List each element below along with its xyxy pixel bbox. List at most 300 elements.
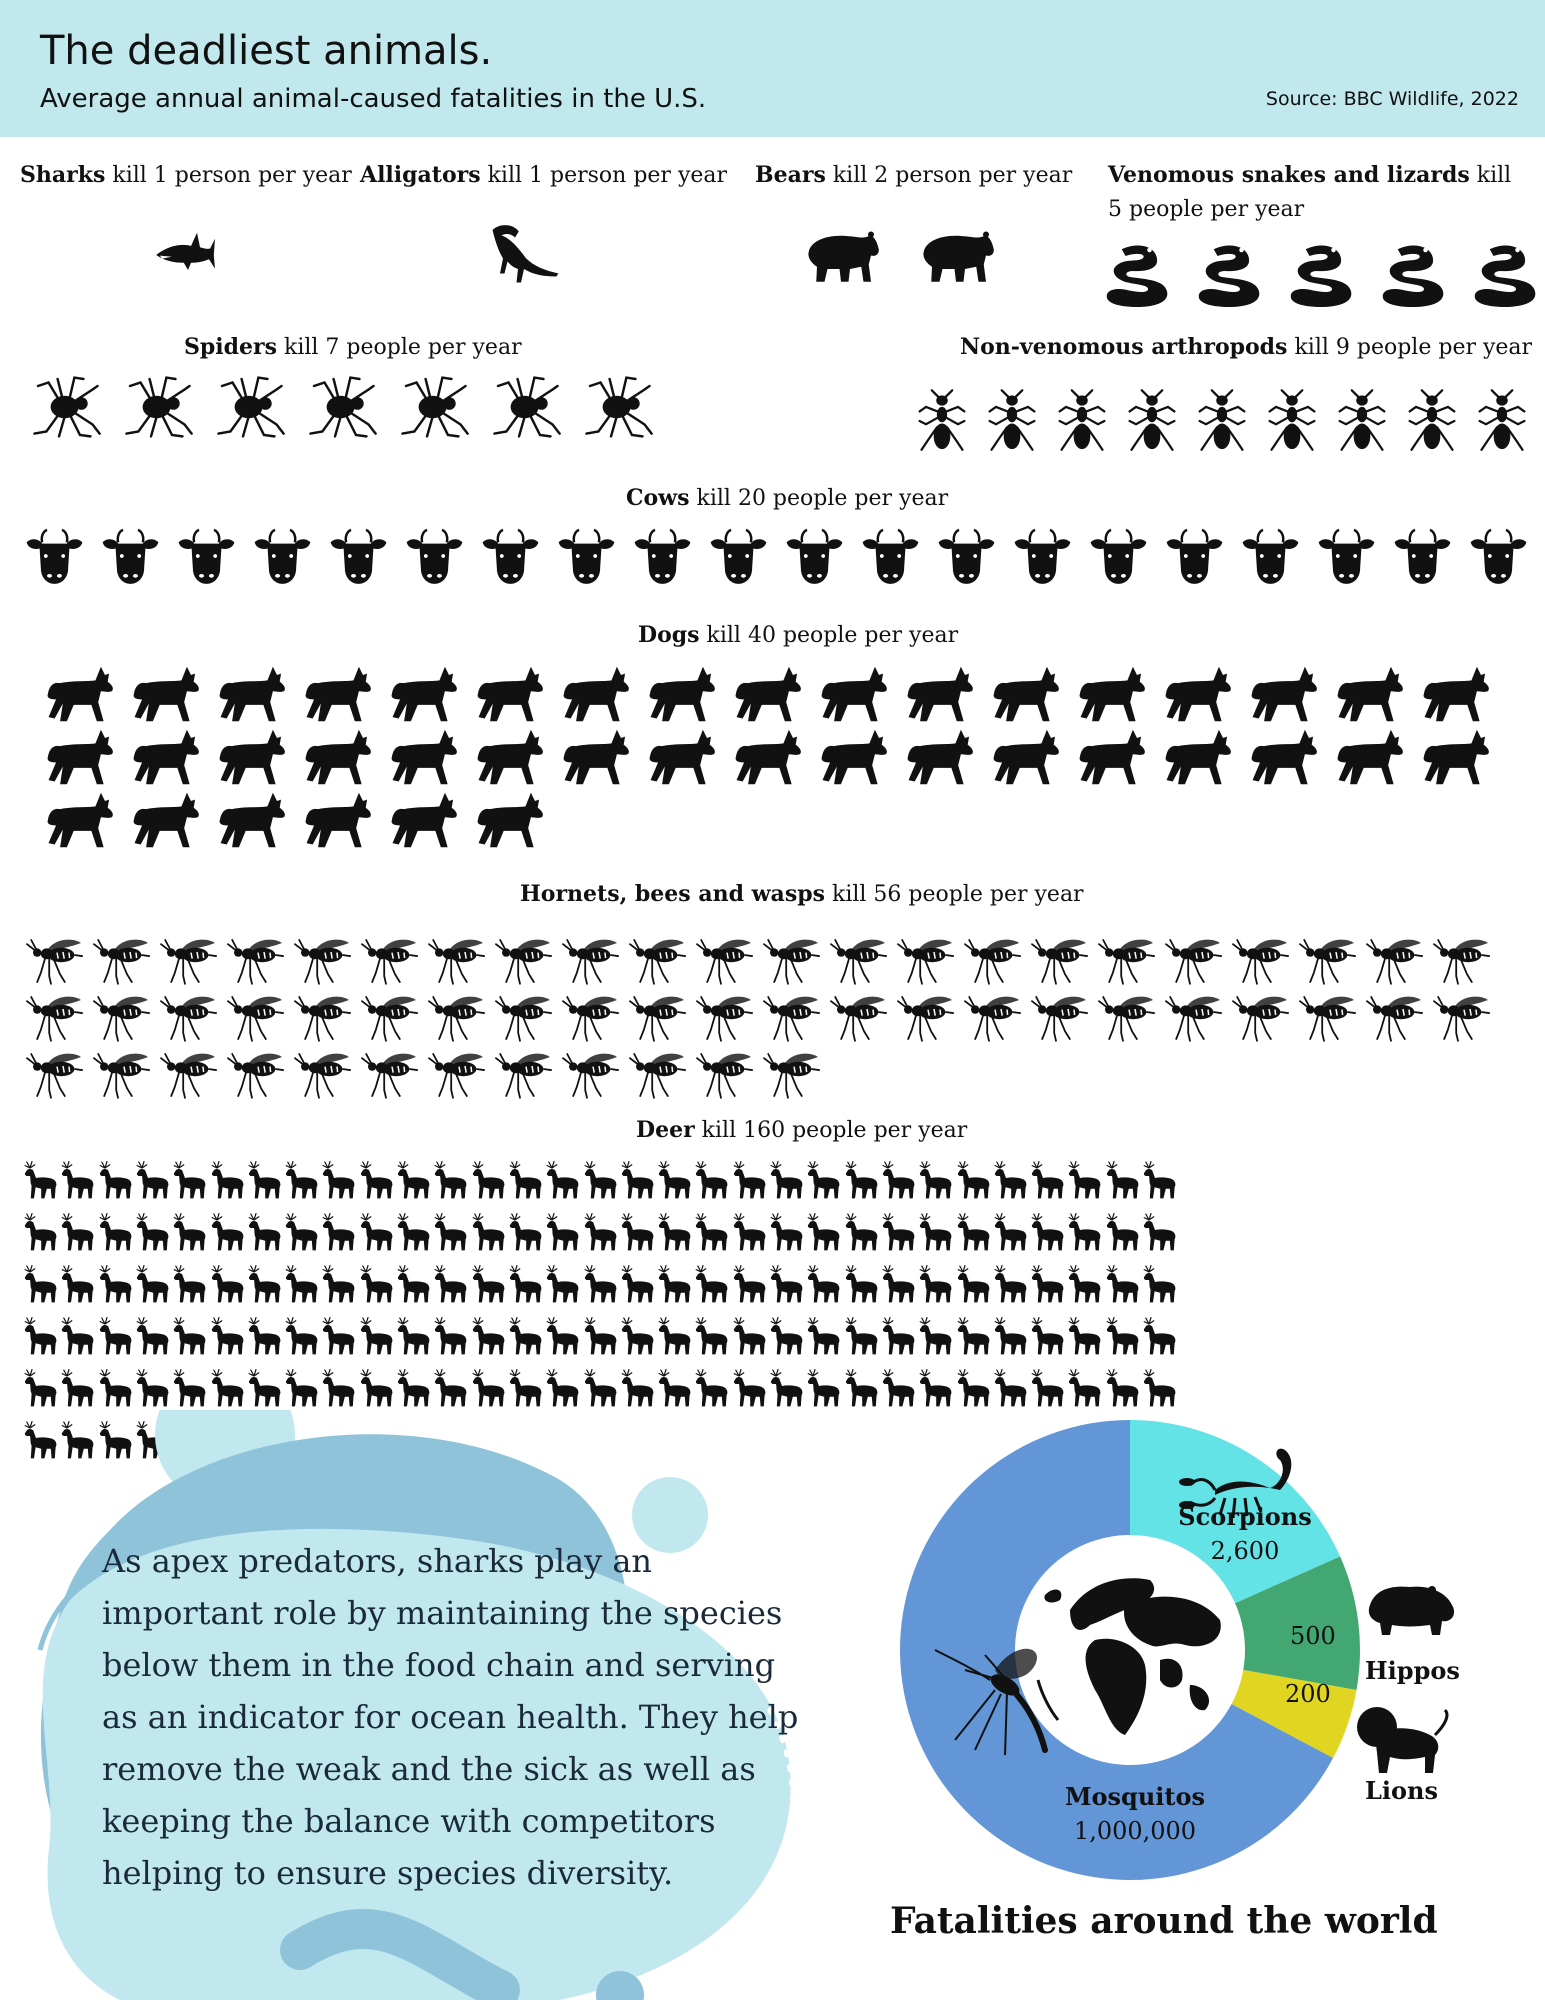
deer-icon [167, 1150, 207, 1210]
dog-icon [38, 786, 123, 854]
wasp-icon [1094, 925, 1158, 985]
deer-icon [18, 1202, 58, 1262]
deer-icon [279, 1306, 319, 1366]
deer-icon [540, 1150, 580, 1210]
dog-icon [898, 723, 983, 791]
bear-icon [790, 218, 895, 293]
slice-name: Scorpions [1178, 1502, 1312, 1531]
animal-name: Sharks [20, 162, 106, 188]
wasp-icon [826, 982, 890, 1042]
deer-icon [1100, 1358, 1140, 1418]
deer-icon [689, 1254, 729, 1314]
wasp-icon [1228, 925, 1292, 985]
deer-icon [652, 1254, 692, 1314]
deer-icon [540, 1254, 580, 1314]
cow-icon [1160, 525, 1229, 587]
hippos-label [1365, 1654, 1460, 1688]
wasp-icon [1161, 982, 1225, 1042]
deer-icon [428, 1202, 468, 1262]
label-spiders [184, 330, 522, 365]
ant-icon [1190, 378, 1254, 464]
deer-icon [801, 1358, 841, 1418]
dog-icon [382, 723, 467, 791]
deer-icon [279, 1358, 319, 1418]
wasp-icon [1161, 925, 1225, 985]
deer-icon [913, 1202, 953, 1262]
dog-icon [468, 660, 553, 728]
deer-icon [988, 1306, 1028, 1366]
deer-icon [55, 1306, 95, 1366]
wasp-icon [1362, 982, 1426, 1042]
cow-icon [1312, 525, 1381, 587]
wasp-icon [89, 925, 153, 985]
deer-icon [428, 1306, 468, 1366]
wasp-icon [223, 982, 287, 1042]
wasp-icon [826, 925, 890, 985]
deer-icon [913, 1306, 953, 1366]
dog-icon [1242, 660, 1327, 728]
slice-value: 2,600 [1210, 1537, 1280, 1565]
deer-icon [93, 1254, 133, 1314]
deer-icon [1100, 1254, 1140, 1314]
deer-icon [801, 1306, 841, 1366]
lion-icon [1357, 1707, 1447, 1773]
deer-icon [503, 1306, 543, 1366]
deer-icon [727, 1358, 767, 1418]
deer-icon [354, 1150, 394, 1210]
deer-icon [93, 1306, 133, 1366]
cow-icon [628, 525, 697, 587]
dog-icon [468, 786, 553, 854]
wasp-icon [1295, 982, 1359, 1042]
dog-icon [38, 723, 123, 791]
fatality-text: kill 9 people per year [1294, 335, 1533, 360]
cow-icon [1236, 525, 1305, 587]
wasp-icon [1228, 982, 1292, 1042]
snake-icon [1282, 238, 1367, 313]
dog-icon [468, 723, 553, 791]
deer-icon [242, 1254, 282, 1314]
fatality-text: kill 20 people per year [696, 486, 949, 511]
wasp-icon [22, 982, 86, 1042]
lions-label [1365, 1774, 1438, 1808]
world-chart-title: Fatalities around the world [890, 1900, 1438, 1942]
deer-icon [727, 1254, 767, 1314]
wasp-icon [156, 1039, 220, 1099]
animal-name: Venomous snakes and lizards [1108, 162, 1470, 188]
deer-icon [93, 1358, 133, 1418]
wasp-icon [960, 982, 1024, 1042]
dog-icon [1328, 660, 1413, 728]
deer-icon [428, 1358, 468, 1418]
deer-icon [540, 1358, 580, 1418]
deer-icon [1100, 1306, 1140, 1366]
dog-icon [1156, 723, 1241, 791]
spider-icon [298, 372, 386, 442]
fatality-text: kill 160 people per year [701, 1118, 968, 1143]
dog-icon [38, 660, 123, 728]
wasp-icon [89, 982, 153, 1042]
wasp-icon [290, 925, 354, 985]
wasp-icon [1295, 925, 1359, 985]
ant-icon [1470, 378, 1534, 464]
shark-icon [130, 222, 240, 282]
ant-icon [1260, 378, 1324, 464]
deer-icon [764, 1150, 804, 1210]
deer-icon [578, 1150, 618, 1210]
ant-icon [1330, 378, 1394, 464]
deer-icon [1137, 1254, 1177, 1314]
dog-icon [382, 660, 467, 728]
dog-icon [210, 723, 295, 791]
animal-name: Hornets, bees and wasps [520, 881, 825, 907]
deer-icon [466, 1306, 506, 1366]
wasp-icon [1027, 982, 1091, 1042]
cow-icon [476, 525, 545, 587]
deer-icon [652, 1358, 692, 1418]
snake-icon [1098, 238, 1183, 313]
deer-icon [55, 1150, 95, 1210]
deer-icon [428, 1254, 468, 1314]
cow-icon [856, 525, 925, 587]
deer-icon [391, 1202, 431, 1262]
deer-icon [615, 1150, 655, 1210]
snake-icon [1190, 238, 1275, 313]
deer-icon [316, 1254, 356, 1314]
deer-icon [689, 1150, 729, 1210]
wasp-icon [491, 1039, 555, 1099]
dog-icon [1242, 723, 1327, 791]
dog-icon [1328, 723, 1413, 791]
slice-value: 1,000,000 [1073, 1817, 1197, 1845]
dog-icon [210, 660, 295, 728]
deer-icon [242, 1202, 282, 1262]
deer-icon [839, 1202, 879, 1262]
snake-icon [1466, 238, 1545, 313]
deer-icon [93, 1150, 133, 1210]
deer-icon [839, 1306, 879, 1366]
cow-icon [172, 525, 241, 587]
deer-icon [988, 1358, 1028, 1418]
fatality-text: kill 2 person per year [832, 163, 1073, 188]
deer-icon [391, 1150, 431, 1210]
deer-icon [727, 1202, 767, 1262]
deer-icon [540, 1202, 580, 1262]
dog-icon [1414, 660, 1499, 728]
wasp-icon [625, 1039, 689, 1099]
label-arthropods [960, 330, 1532, 365]
cow-icon [324, 525, 393, 587]
deer-icon [951, 1202, 991, 1262]
cow-icon [400, 525, 469, 587]
deer-icon [354, 1306, 394, 1366]
deer-icon [167, 1306, 207, 1366]
wasp-icon [759, 982, 823, 1042]
deer-icon [1025, 1358, 1065, 1418]
deer-icon [1062, 1358, 1102, 1418]
deer-icon [1025, 1306, 1065, 1366]
spider-icon [206, 372, 294, 442]
dog-icon [726, 660, 811, 728]
dog-icon [210, 786, 295, 854]
deer-icon [18, 1358, 58, 1418]
dog-icon [984, 660, 1069, 728]
deer-icon [466, 1254, 506, 1314]
deer-icon [205, 1202, 245, 1262]
deer-icon [876, 1306, 916, 1366]
deer-icon [1062, 1150, 1102, 1210]
deer-icon [167, 1254, 207, 1314]
wasp-icon [1429, 925, 1493, 985]
source-credit: Source: BBC Wildlife, 2022 [1265, 88, 1519, 110]
dog-icon [554, 723, 639, 791]
deer-icon [1100, 1202, 1140, 1262]
deer-icon [764, 1254, 804, 1314]
dog-icon [812, 723, 897, 791]
deer-icon [689, 1306, 729, 1366]
wasp-icon [491, 982, 555, 1042]
label-deer [636, 1113, 967, 1148]
deer-icon [578, 1306, 618, 1366]
wasp-icon [625, 982, 689, 1042]
wasp-icon [558, 1039, 622, 1099]
animal-name: Cows [626, 485, 690, 511]
wasp-icon [558, 925, 622, 985]
deer-icon [354, 1358, 394, 1418]
dog-icon [382, 786, 467, 854]
dog-icon [124, 786, 209, 854]
cow-icon [780, 525, 849, 587]
deer-icon [801, 1202, 841, 1262]
alligator-icon [470, 215, 575, 290]
hippo-icon [1369, 1586, 1454, 1635]
ant-icon [910, 378, 974, 464]
deer-icon [764, 1358, 804, 1418]
deer-icon [18, 1150, 58, 1210]
deer-icon [354, 1202, 394, 1262]
deer-icon [876, 1254, 916, 1314]
deer-icon [764, 1306, 804, 1366]
wasp-icon [1362, 925, 1426, 985]
label-bears [755, 158, 1072, 193]
deer-icon [93, 1202, 133, 1262]
wasp-icon [424, 982, 488, 1042]
wasp-icon [223, 925, 287, 985]
fatality-text: kill 56 people per year [831, 882, 1084, 907]
deer-icon [428, 1150, 468, 1210]
dog-icon [554, 660, 639, 728]
cow-icon [1388, 525, 1457, 587]
deer-icon [1062, 1306, 1102, 1366]
wasp-icon [893, 925, 957, 985]
deer-icon [279, 1202, 319, 1262]
dog-icon [296, 786, 381, 854]
deer-icon [652, 1150, 692, 1210]
deer-icon [391, 1254, 431, 1314]
slice-name: Hippos [1365, 1656, 1460, 1685]
deer-icon [1025, 1202, 1065, 1262]
deer-icon [242, 1306, 282, 1366]
deer-icon [988, 1150, 1028, 1210]
deer-icon [130, 1150, 170, 1210]
fatality-text: kill 1 person per year [112, 163, 352, 188]
snake-icon [1374, 238, 1459, 313]
deer-icon [466, 1202, 506, 1262]
animal-name: Deer [636, 1117, 695, 1143]
deer-icon [951, 1150, 991, 1210]
dog-icon [726, 723, 811, 791]
wasp-icon [290, 1039, 354, 1099]
deer-icon [503, 1150, 543, 1210]
hippos-value: 500 [1290, 1622, 1336, 1650]
cow-icon [96, 525, 165, 587]
wasp-icon [759, 925, 823, 985]
shark-note: As apex predators, sharks play an important role by maintaining the species below them in the food chain and serving as an indicator for ocean health. They help remove the weak and the sick as well as keeping the balance with competitors helping to ensure species diversity. [102, 1542, 799, 1892]
deer-icon [615, 1306, 655, 1366]
deer-icon [503, 1358, 543, 1418]
page-title: The deadliest animals. [40, 28, 493, 74]
deer-icon [1137, 1202, 1177, 1262]
label-dogs [638, 618, 958, 653]
deer-icon [18, 1254, 58, 1314]
label-alligators [360, 158, 727, 193]
deer-icon [615, 1202, 655, 1262]
deer-icon [55, 1202, 95, 1262]
deer-icon [578, 1202, 618, 1262]
wasp-icon [223, 1039, 287, 1099]
deer-icon [540, 1306, 580, 1366]
deer-icon [354, 1254, 394, 1314]
wasp-icon [558, 982, 622, 1042]
deer-icon [1025, 1254, 1065, 1314]
deer-icon [615, 1358, 655, 1418]
wasp-icon [893, 982, 957, 1042]
deer-icon [876, 1150, 916, 1210]
mosquitos-label [1060, 1780, 1210, 1848]
cow-icon [20, 525, 89, 587]
deer-icon [130, 1358, 170, 1418]
wasp-icon [357, 1039, 421, 1099]
page-subtitle: Average annual animal-caused fatalities in the U.S. [40, 84, 707, 114]
deer-icon [466, 1358, 506, 1418]
deer-icon [316, 1358, 356, 1418]
spider-icon [114, 372, 202, 442]
label-snakes [1108, 158, 1528, 227]
deer-icon [205, 1306, 245, 1366]
fatality-text: kill 5 people per year [1108, 163, 1512, 222]
deer-icon [316, 1202, 356, 1262]
deer-icon [913, 1150, 953, 1210]
lions-value: 200 [1285, 1680, 1331, 1708]
ant-icon [1400, 378, 1464, 464]
label-sharks [20, 158, 352, 193]
bear-icon [905, 218, 1010, 293]
deer-icon [839, 1254, 879, 1314]
deer-icon [689, 1358, 729, 1418]
spider-icon [390, 372, 478, 442]
deer-icon [503, 1254, 543, 1314]
deer-icon [801, 1254, 841, 1314]
wasp-icon [625, 925, 689, 985]
deer-icon [1137, 1358, 1177, 1418]
cow-icon [1464, 525, 1533, 587]
cow-icon [1084, 525, 1153, 587]
deer-icon [130, 1254, 170, 1314]
dog-icon [296, 723, 381, 791]
deer-icon [1025, 1150, 1065, 1210]
deer-icon [801, 1150, 841, 1210]
deer-icon [913, 1358, 953, 1418]
wasp-icon [89, 1039, 153, 1099]
wasp-icon [1094, 982, 1158, 1042]
header-banner [0, 0, 1545, 137]
wasp-icon [1429, 982, 1493, 1042]
wasp-icon [156, 925, 220, 985]
dog-icon [1414, 723, 1499, 791]
spider-icon [574, 372, 662, 442]
dog-icon [984, 723, 1069, 791]
dog-icon [812, 660, 897, 728]
dog-icon [124, 723, 209, 791]
wasp-icon [692, 1039, 756, 1099]
dog-icon [640, 660, 725, 728]
cow-icon [1008, 525, 1077, 587]
deer-icon [1062, 1254, 1102, 1314]
deer-icon [466, 1150, 506, 1210]
deer-icon [951, 1254, 991, 1314]
spider-icon [482, 372, 570, 442]
deer-icon [839, 1150, 879, 1210]
wasp-icon [156, 982, 220, 1042]
dog-icon [124, 660, 209, 728]
deer-icon [988, 1202, 1028, 1262]
deer-icon [316, 1150, 356, 1210]
wasp-icon [22, 1039, 86, 1099]
wasp-icon [357, 925, 421, 985]
deer-icon [615, 1254, 655, 1314]
cow-icon [552, 525, 621, 587]
deer-icon [55, 1254, 95, 1314]
animal-name: Non-venomous arthropods [960, 334, 1288, 360]
animal-name: Bears [755, 162, 826, 188]
cow-icon [704, 525, 773, 587]
deer-icon [988, 1254, 1028, 1314]
deer-icon [316, 1306, 356, 1366]
deer-icon [130, 1202, 170, 1262]
deer-icon [18, 1306, 58, 1366]
dog-icon [1070, 660, 1155, 728]
deer-icon [167, 1202, 207, 1262]
deer-icon [1137, 1306, 1177, 1366]
deer-icon [205, 1358, 245, 1418]
deer-icon [951, 1306, 991, 1366]
deer-icon [876, 1202, 916, 1262]
fatality-text: kill 40 people per year [706, 623, 959, 648]
deer-icon [242, 1150, 282, 1210]
deer-icon [279, 1254, 319, 1314]
deer-icon [727, 1150, 767, 1210]
wasp-icon [357, 982, 421, 1042]
slice-name: Lions [1365, 1776, 1438, 1805]
deer-icon [652, 1306, 692, 1366]
deer-icon [764, 1202, 804, 1262]
deer-icon [205, 1150, 245, 1210]
dog-icon [1070, 723, 1155, 791]
deer-icon [279, 1150, 319, 1210]
scorpions-label [1170, 1500, 1320, 1568]
ant-icon [980, 378, 1044, 464]
cow-icon [248, 525, 317, 587]
